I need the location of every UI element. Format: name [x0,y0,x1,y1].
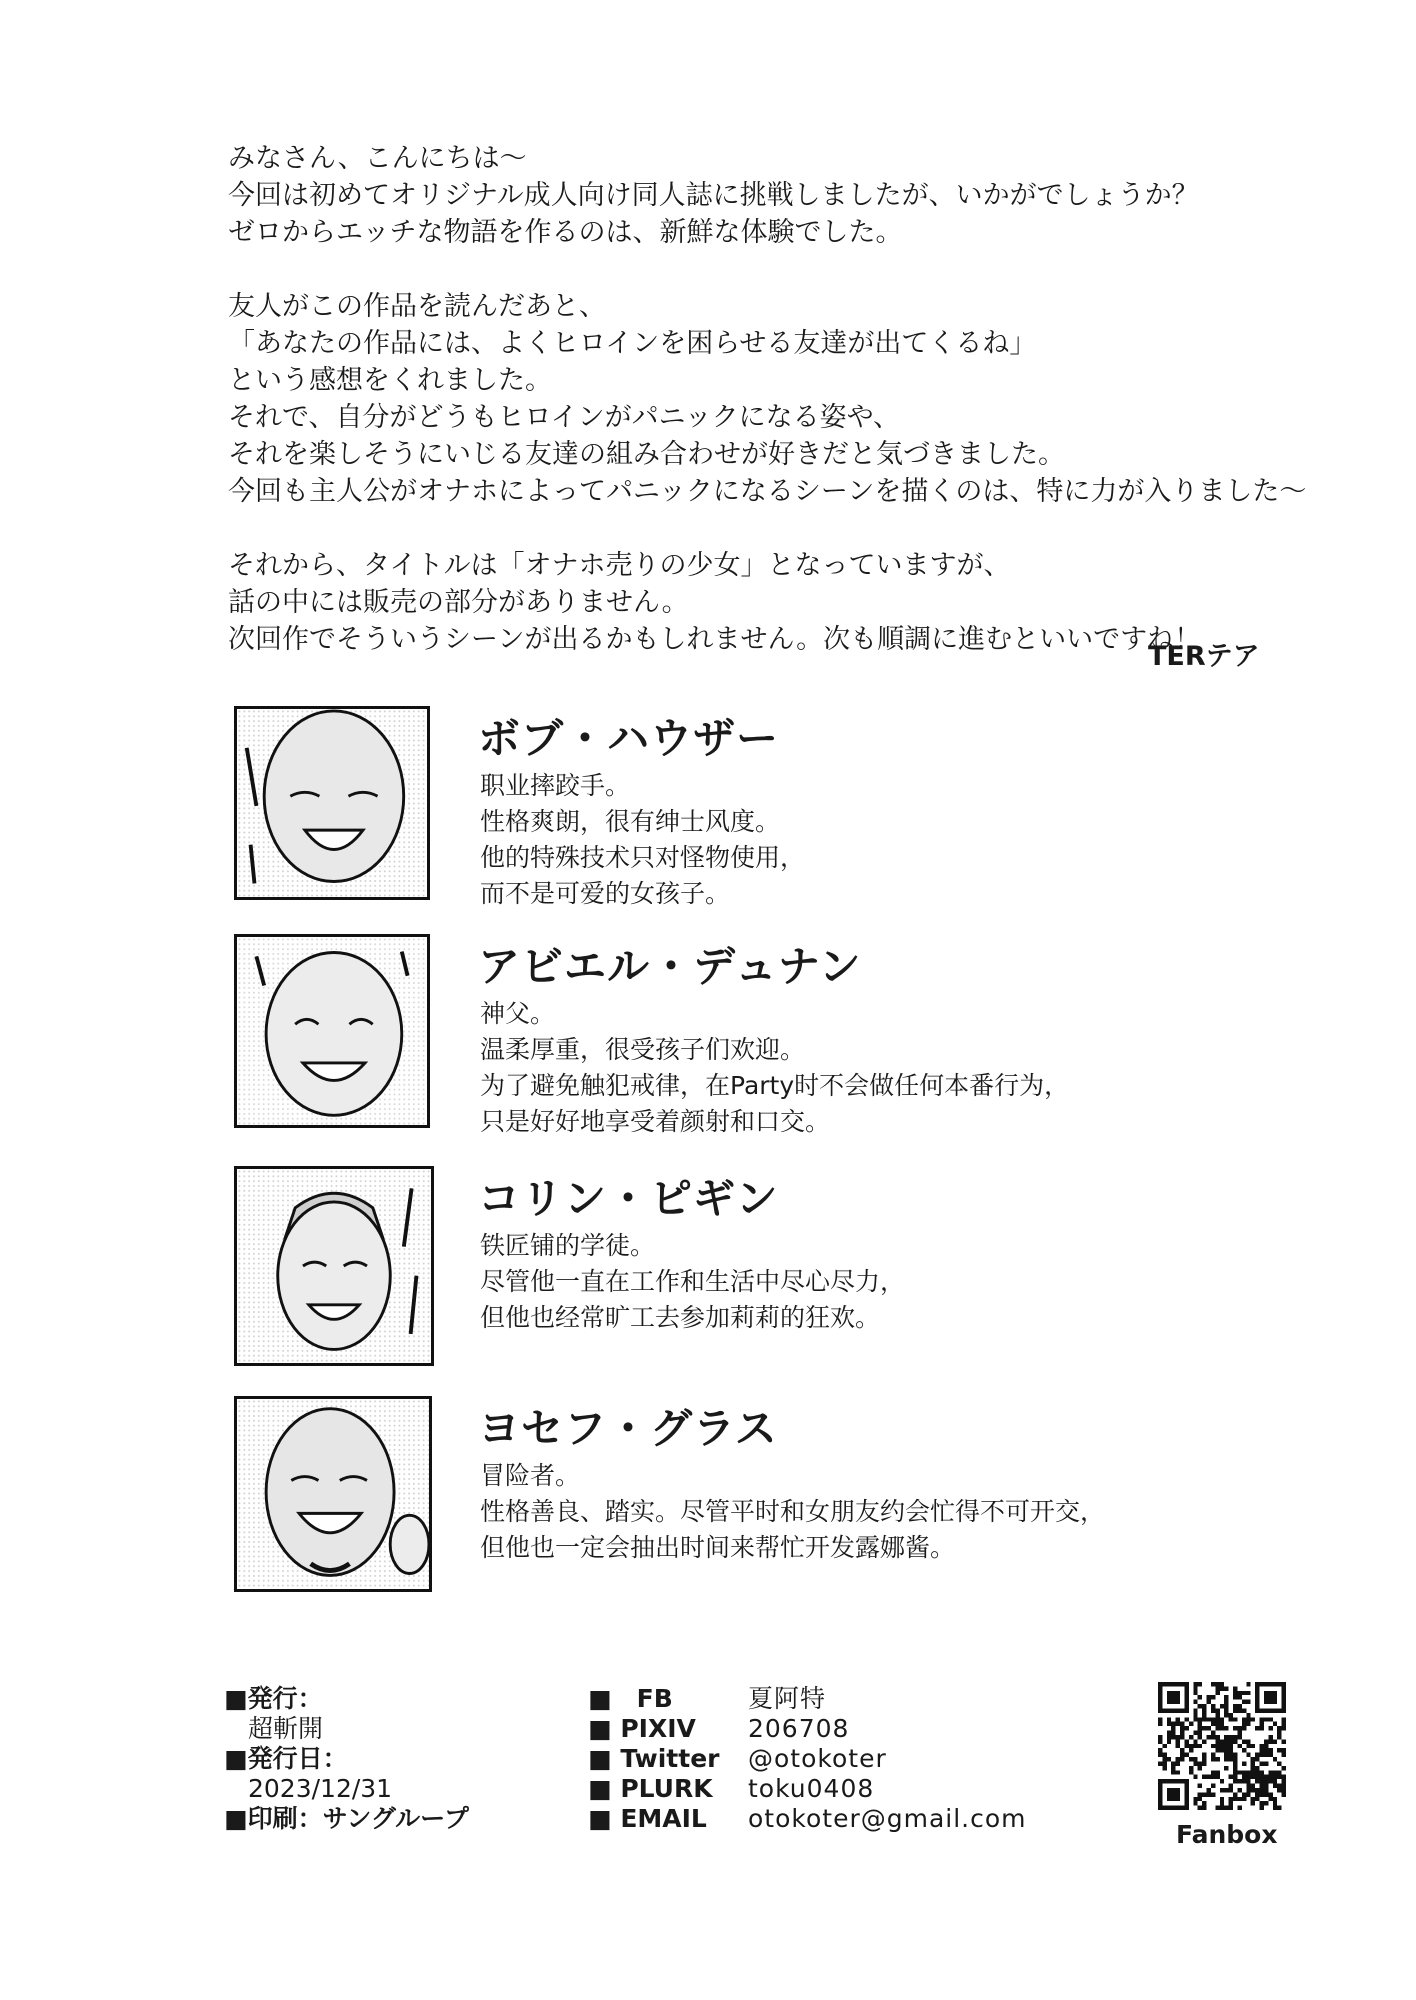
contact-row-email [588,1804,1088,1834]
description-line: 性格善良、踏实。尽管平时和女朋友约会忙得不可开交， [480,1497,1106,1526]
character-description [480,768,805,912]
afterword-line: ゼロからエッチな物語を作るのは、新鮮な体験でした。 [228,217,903,248]
character-description [480,1228,905,1336]
publisher-label: ■発行： [224,1684,323,1713]
publication-info [224,1684,469,1834]
qr-label: Fanbox [1176,1820,1278,1849]
description-line: 但他也一定会抽出时间来帮忙开发露娜酱。 [480,1533,956,1562]
character-name: ヨセフ・グラス [478,1404,778,1453]
contact-label: ■ FB [588,1684,673,1713]
contact-value: otokoter@gmail.com [748,1804,1027,1833]
contact-label: ■ PLURK [588,1774,713,1803]
afterword-line: それで、自分がどうもヒロインがパニックになる姿や、 [228,402,901,433]
character-description [480,996,1069,1140]
contact-value: 206708 [748,1714,850,1743]
description-line: 而不是可爱的女孩子。 [480,879,731,908]
afterword-line: 今回も主人公がオナホによってパニックになるシーンを描くのは、特に力が入りました〜 [228,476,1307,507]
contact-value: @otokoter [748,1744,887,1773]
afterword-line: 次回作でそういうシーンが出るかもしれません。次も順調に進むといいですね！ [228,624,1202,655]
character-portrait [234,1396,432,1592]
contact-value: toku0408 [748,1774,875,1803]
afterword-line: 今回は初めてオリジナル成人向け同人誌に挑戦しましたが、いかがでしょうか？ [228,180,1199,211]
description-line: 只是好好地享受着颜射和口交。 [480,1107,831,1136]
date-label: ■発行日： [224,1744,348,1773]
fanbox-qr-code[interactable] [1158,1682,1286,1810]
afterword-line: 友人がこの作品を読んだあと、 [228,291,606,322]
contact-row-pixiv [588,1714,1088,1744]
character-name: ボブ・ハウザー [478,714,780,763]
character-portrait [234,1166,434,1366]
contact-row-plurk [588,1774,1088,1804]
printer-info: ■印刷：サングループ [224,1804,469,1833]
afterword-line: それを楽しそうにいじる友達の組み合わせが好きだと気づきました。 [228,439,1065,470]
character-name: アビエル・デュナン [478,942,862,991]
contact-row-twitter [588,1744,1088,1774]
description-line: 性格爽朗，很有绅士风度。 [480,807,781,836]
character-card-josef [234,1396,1234,1596]
description-line: 为了避免触犯戒律，在Party时不会做任何本番行为， [480,1071,1070,1100]
description-line: 他的特殊技术只对怪物使用， [480,843,806,872]
contact-label: ■ Twitter [588,1744,720,1773]
description-line: 冒险者。 [480,1461,581,1490]
afterword-line: それから、タイトルは「オナホ売りの少女」となっていますが、 [228,550,1011,581]
author-signature: TERテア [1148,641,1260,672]
description-line: 神父。 [480,999,556,1028]
afterword-line: 話の中には販売の部分がありません。 [228,587,689,618]
character-portrait [234,706,430,900]
afterword [228,140,1308,658]
description-line: 职业摔跤手。 [480,771,631,800]
description-line: 但他也经常旷工去参加莉莉的狂欢。 [480,1303,881,1332]
description-line: 温柔厚重，很受孩子们欢迎。 [480,1035,806,1064]
description-line: 铁匠铺的学徒。 [480,1231,656,1260]
character-card-colin [234,1166,1234,1366]
character-portrait [234,934,430,1128]
publisher-value: 超斬開 [248,1714,324,1743]
character-name: コリン・ピギン [478,1174,779,1223]
description-line: 尽管他一直在工作和生活中尽心尽力， [480,1267,906,1296]
contact-label: ■ PIXIV [588,1714,696,1743]
afterword-line: 「あなたの作品には、よくヒロインを困らせる友達が出てくるね」 [228,328,1037,359]
contact-value: 夏阿特 [748,1684,827,1713]
contact-list [588,1684,1088,1834]
afterword-line: みなさん、こんにちは〜 [228,143,527,174]
publish-date: 2023/12/31 [248,1774,393,1803]
character-card-bob [234,706,1234,906]
contact-row-fb [588,1684,1088,1714]
character-description [480,1458,1105,1566]
afterword-line: という感想をくれました。 [228,365,552,396]
contact-label: ■ EMAIL [588,1804,707,1833]
character-card-abiel [234,934,1234,1134]
